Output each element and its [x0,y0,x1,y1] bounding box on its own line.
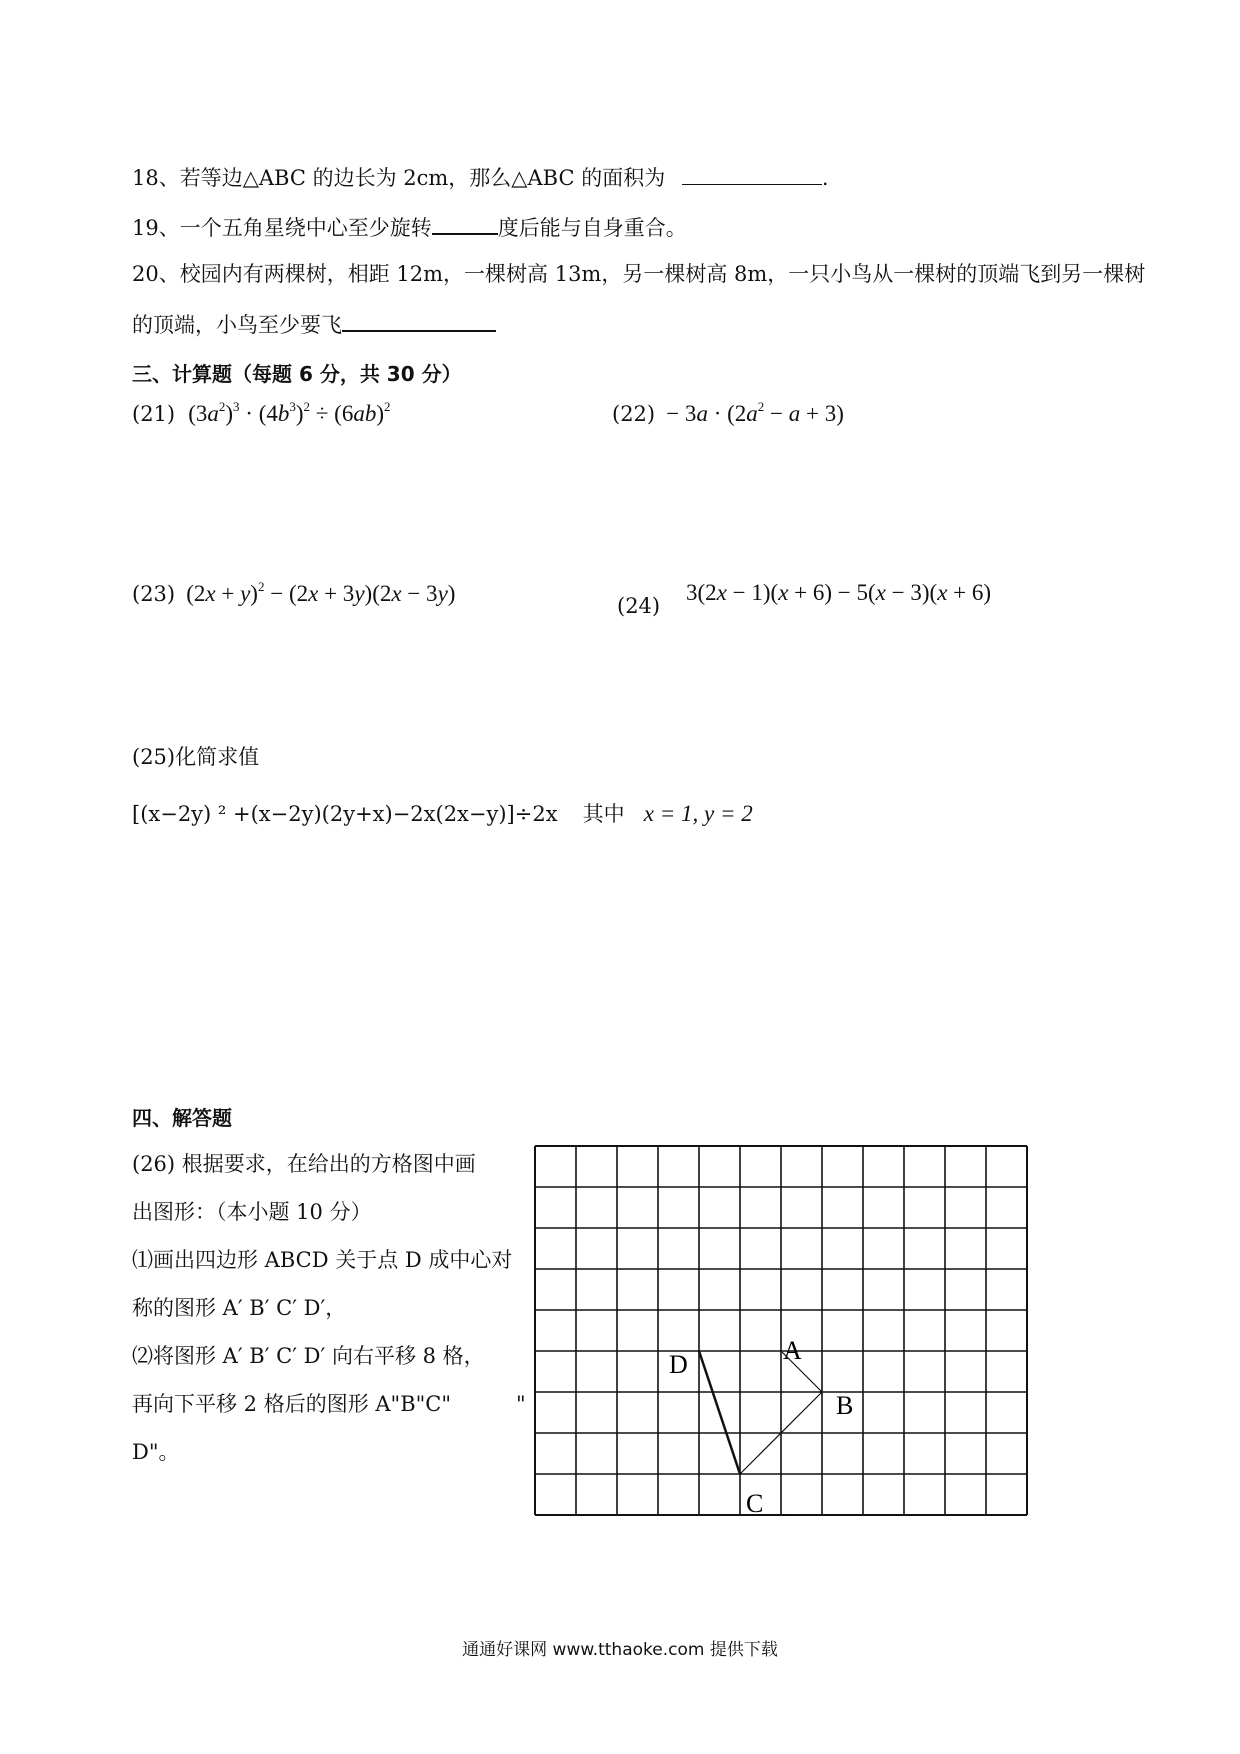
question-20-text: 的顶端，小鸟至少要飞 [132,313,342,337]
page-footer: 通通好课网 www.tthaoke.com 提供下载 [462,1640,778,1660]
square-grid-figure [533,1144,1028,1524]
question-18 [132,162,829,192]
question-23 [132,580,455,608]
question-22-label: (22) [612,402,656,426]
question-23-label: (23) [132,582,176,606]
question-25-expression: [(x−2y) ² +(x−2y)(2y+x)−2x(2x−y)]÷2x [132,802,558,826]
question-19-text-after: 度后能与自身重合。 [497,216,687,240]
segment-dc [699,1351,740,1474]
question-25-values: x = 1, y = 2 [643,801,753,826]
question-20-line-1: 20、校园内有两棵树，相距 12m，一棵树高 13m，另一棵树高 8m，一只小鸟从一棵树的顶端飞到另一棵树 [132,262,1146,286]
question-18-end: . [821,166,829,190]
question-26-line-7: D"。 [132,1440,180,1464]
stray-quote-mark: " [516,1392,526,1416]
question-19-text-before: 19、一个五角星绕中心至少旋转 [132,216,432,240]
question-25 [132,800,753,828]
question-25-label: (25)化简求值 [132,745,260,769]
question-26-line-6: 再向下平移 2 格后的图形 A"B"C" [132,1392,452,1416]
point-label-b: B [836,1391,854,1420]
question-26-line-1: (26) 根据要求，在给出的方格图中画 [132,1152,476,1176]
section-3-title: 三、计算题（每题 6 分，共 30 分） [132,362,462,386]
question-25-where: 其中 [582,802,625,826]
question-21-formula: $(3a^2)^3 \cdot (4b^3)^2 \div (6ab)^2$ [188,399,391,426]
answer-blank-19 [432,211,498,235]
question-21 [132,400,391,428]
answer-blank-20 [342,308,496,332]
question-26-line-4: 称的图形 A′ B′ C′ D′， [132,1296,347,1320]
question-26-line-3: ⑴画出四边形 ABCD 关于点 D 成中心对 [132,1248,513,1272]
section-4-title: 四、解答题 [132,1106,232,1130]
point-label-a: A [783,1336,802,1365]
question-24-formula: 3(2x − 1)(x + 6) − 5(x − 3)(x + 6) [686,580,992,605]
point-label-d: D [669,1350,688,1379]
question-26-line-5: ⑵将图形 A′ B′ C′ D′ 向右平移 8 格， [132,1344,485,1368]
question-19 [132,211,687,242]
question-18-text: 18、若等边△ABC 的边长为 2cm，那么△ABC 的面积为 [132,166,666,190]
grid-lines [535,1146,1027,1515]
question-23-formula: $(2x + y)^2 - (2x + 3y)(2x - 3y)$ [186,579,456,606]
question-22 [612,400,844,428]
question-26-line-2: 出图形：（本小题 10 分） [132,1200,372,1224]
question-21-label: (21) [132,402,176,426]
question-20-line-2 [132,308,496,339]
question-22-formula: − $3a \cdot (2a^2 - a + 3)$ [666,399,844,426]
point-label-c: C [746,1489,764,1518]
answer-blank-18 [682,162,822,185]
question-24-label: (24) [617,594,661,618]
